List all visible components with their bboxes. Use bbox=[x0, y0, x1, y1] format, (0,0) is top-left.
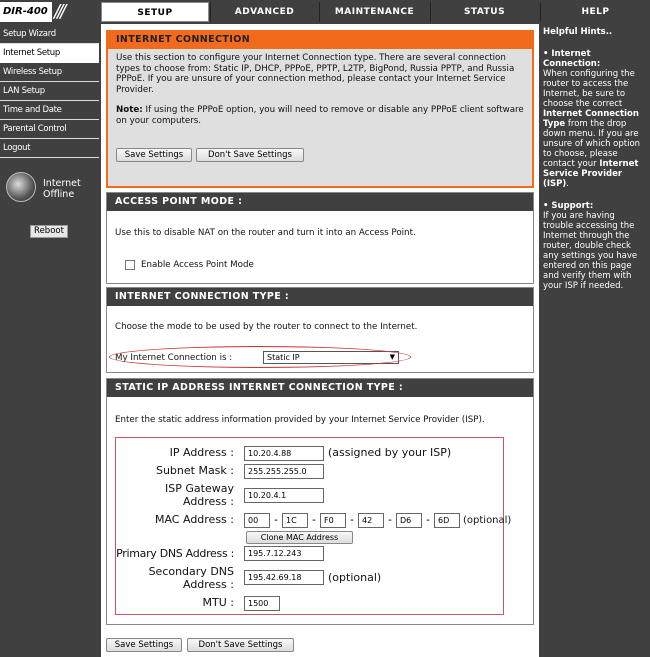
mac-octet-5[interactable]: D6 bbox=[396, 513, 422, 528]
section-title: INTERNET CONNECTION TYPE : bbox=[107, 288, 533, 306]
mtu-label: MTU : bbox=[202, 596, 234, 609]
tab-advanced[interactable]: ADVANCED bbox=[210, 2, 318, 22]
section-title: INTERNET CONNECTION bbox=[108, 32, 532, 49]
internet-connection-section bbox=[106, 30, 534, 188]
subnet-mask-label: Subnet Mask : bbox=[155, 464, 234, 477]
section-title: STATIC IP ADDRESS INTERNET CONNECTION TYPE : bbox=[107, 379, 533, 397]
status-line-2: Offline bbox=[43, 189, 75, 200]
secondary-dns-input[interactable]: 195.42.69.18 bbox=[244, 570, 324, 585]
mac-separator: - bbox=[350, 513, 354, 526]
hint-bold: Internet Connection Type bbox=[543, 109, 639, 129]
static-ip-form bbox=[115, 437, 512, 615]
status-line-1: Internet bbox=[43, 178, 81, 189]
mac-octet-4[interactable]: 42 bbox=[358, 513, 384, 528]
mac-separator: - bbox=[426, 513, 430, 526]
top-nav bbox=[0, 0, 650, 24]
mac-octet-1[interactable]: 00 bbox=[244, 513, 270, 528]
gateway-label-line2: Address : bbox=[182, 495, 234, 508]
secondary-dns-label bbox=[149, 565, 234, 591]
globe-icon bbox=[6, 172, 36, 202]
sidebar-item-logout[interactable]: Logout bbox=[0, 139, 99, 158]
logo: DIR-400 bbox=[0, 2, 52, 22]
footer-save-settings-button[interactable]: Save Settings bbox=[106, 638, 182, 652]
ip-address-input[interactable]: 10.20.4.88 bbox=[244, 446, 324, 461]
sidebar-item-parental-control[interactable]: Parental Control bbox=[0, 120, 99, 139]
internet-status bbox=[43, 178, 81, 200]
gateway-input[interactable]: 10.20.4.1 bbox=[244, 488, 324, 503]
connection-type-description: Choose the mode to be used by the router to connect to the Internet. bbox=[115, 322, 418, 332]
mac-note: (optional) bbox=[463, 515, 512, 526]
section-title: ACCESS POINT MODE : bbox=[107, 193, 533, 211]
mtu-input[interactable]: 1500 bbox=[244, 596, 280, 611]
save-settings-button[interactable]: Save Settings bbox=[116, 148, 192, 162]
ip-address-label: IP Address : bbox=[169, 446, 234, 459]
secondary-dns-label-line1: Secondary DNS bbox=[148, 565, 234, 578]
hint-bold: Internet Service Provider (ISP) bbox=[543, 159, 639, 189]
sidebar-item-setup-wizard[interactable]: Setup Wizard bbox=[0, 25, 99, 44]
sidebar-item-internet-setup[interactable]: Internet Setup bbox=[0, 44, 99, 63]
gateway-label-line1: ISP Gateway bbox=[165, 482, 234, 495]
sidebar-item-time-and-date[interactable]: Time and Date bbox=[0, 101, 99, 120]
note-label: Note: bbox=[116, 105, 143, 115]
selected-value: Static IP bbox=[267, 353, 300, 362]
connection-select-label: My Internet Connection is : bbox=[115, 353, 233, 363]
access-point-description: Use this to disable NAT on the router and turn it into an Access Point. bbox=[115, 228, 416, 238]
hint-text: When configuring the router to access the Internet, be sure to choose the correct bbox=[543, 69, 635, 109]
hints-title: Helpful Hints.. bbox=[543, 27, 613, 37]
hint-text: . bbox=[566, 179, 569, 189]
hint-support-title: • Support: bbox=[543, 201, 594, 211]
sidebar bbox=[0, 24, 99, 657]
secondary-dns-note: (optional) bbox=[328, 571, 382, 584]
mac-separator: - bbox=[312, 513, 316, 526]
clone-mac-button[interactable]: Clone MAC Address bbox=[246, 531, 353, 544]
mac-octet-3[interactable]: F0 bbox=[320, 513, 346, 528]
intro-text: Use this section to configure your Internet Connection type. There are several connection types to choose from: Static IP, DHCP, PPPoE, PPTP, L2TP, BigPond, Russia PPTP, and Russia PPPoE. If you are unsure of your connection method, please contact your Internet Service Provider. bbox=[116, 53, 515, 95]
static-ip-description: Enter the static address information provided by your Internet Service Provider (ISP). bbox=[115, 415, 485, 425]
tab-help[interactable]: HELP bbox=[540, 2, 650, 22]
hint-text: from the drop down menu. If you are unsure of which option to choose, please contact your bbox=[543, 119, 641, 169]
connection-type-section bbox=[106, 287, 534, 373]
hint-internet-connection-title: • Internet Connection: bbox=[543, 49, 601, 69]
reboot-button[interactable]: Reboot bbox=[30, 225, 68, 238]
note-body: If using the PPPoE option, you will need to remove or disable any PPPoE client software on your computers. bbox=[116, 105, 524, 126]
helpful-hints-panel bbox=[540, 24, 650, 657]
dont-save-settings-button[interactable]: Don't Save Settings bbox=[196, 148, 304, 162]
access-point-section bbox=[106, 192, 534, 284]
mac-octet-6[interactable]: 6D bbox=[434, 513, 460, 528]
tab-setup[interactable]: SETUP bbox=[101, 2, 209, 22]
ip-note: (assigned by your ISP) bbox=[328, 446, 452, 459]
hint-internet-connection-text bbox=[543, 69, 647, 189]
secondary-dns-label-line2: Address : bbox=[182, 578, 234, 591]
mac-separator: - bbox=[388, 513, 392, 526]
gateway-label bbox=[165, 482, 234, 508]
hint-support-text: If you are having trouble accessing the Internet through the router, double check any settings you have entered on this page and verify them with your ISP if needed. bbox=[543, 211, 638, 291]
note-text bbox=[108, 105, 532, 126]
chevron-down-icon: ▼ bbox=[389, 353, 395, 361]
mac-separator: - bbox=[274, 513, 278, 526]
static-ip-section bbox=[106, 378, 534, 625]
sidebar-item-wireless-setup[interactable]: Wireless Setup bbox=[0, 63, 99, 82]
subnet-mask-input[interactable]: 255.255.255.0 bbox=[244, 464, 324, 479]
footer-dont-save-settings-button[interactable]: Don't Save Settings bbox=[187, 638, 294, 652]
mac-octet-2[interactable]: 1C bbox=[282, 513, 308, 528]
logo-slashes-icon: /// bbox=[54, 1, 64, 22]
primary-dns-label: Primary DNS Address : bbox=[116, 547, 234, 560]
primary-dns-input[interactable]: 195.7.12.243 bbox=[244, 546, 324, 561]
tab-maintenance[interactable]: MAINTENANCE bbox=[319, 2, 429, 22]
sidebar-item-lan-setup[interactable]: LAN Setup bbox=[0, 82, 99, 101]
tab-status[interactable]: STATUS bbox=[430, 2, 538, 22]
mac-address-label: MAC Address : bbox=[154, 513, 234, 526]
connection-type-select[interactable] bbox=[263, 351, 399, 364]
access-point-checkbox-label: Enable Access Point Mode bbox=[141, 260, 254, 270]
